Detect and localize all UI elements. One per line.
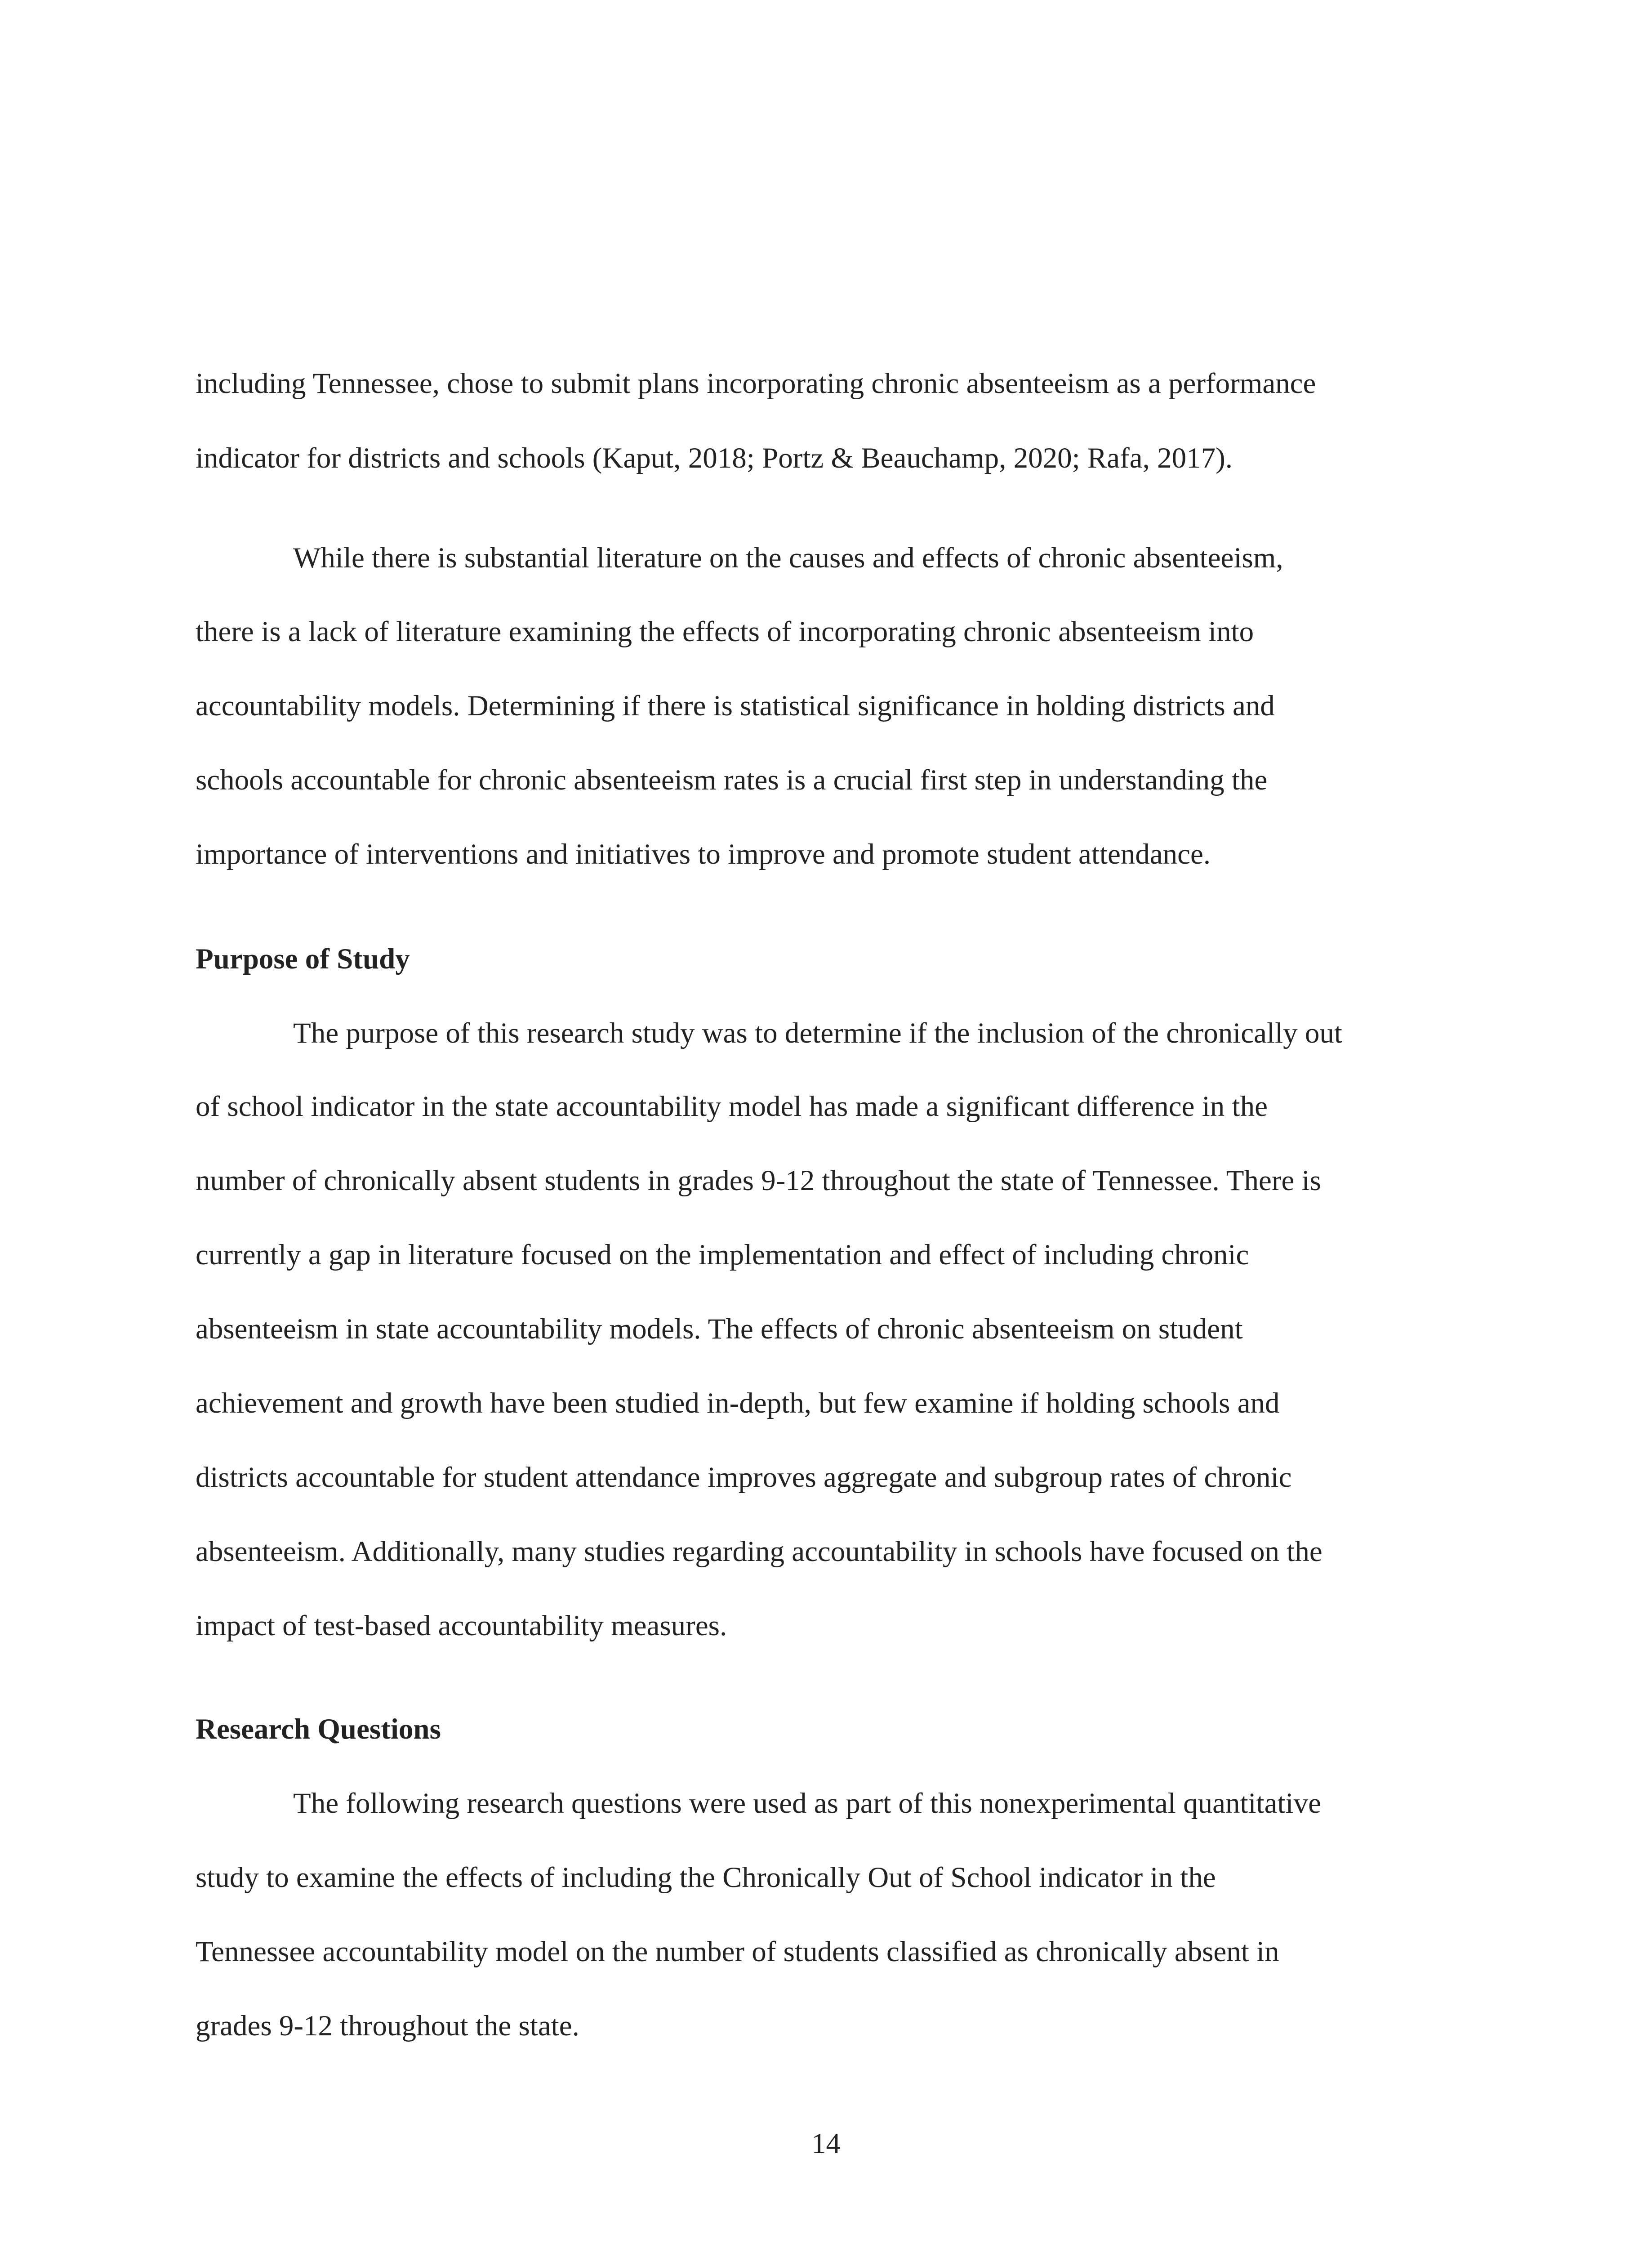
paragraph-line: The purpose of this research study was to determine if the inclusion of the chronically out (293, 1017, 1342, 1049)
paragraph-line: accountability models. Determining if there is statistical significance in holding districts and (196, 690, 1275, 722)
paragraph-line: impact of test-based accountability measures. (196, 1610, 727, 1642)
page-number: 14 (811, 2128, 841, 2160)
paragraph-line: indicator for districts and schools (Kaput, 2018; Portz & Beauchamp, 2020; Rafa, 2017). (196, 442, 1233, 474)
paragraph-line: Tennessee accountability model on the number of students classified as chronically absent in (196, 1936, 1279, 1968)
paragraph-line: importance of interventions and initiatives to improve and promote student attendance. (196, 838, 1211, 870)
paragraph-line: study to examine the effects of including the Chronically Out of School indicator in the (196, 1861, 1216, 1894)
section-heading-purpose: Purpose of Study (196, 943, 410, 975)
paragraph-line: districts accountable for student attendance improves aggregate and subgroup rates of chronic (196, 1461, 1292, 1494)
paragraph-line: absenteeism in state accountability models. The effects of chronic absenteeism on student (196, 1313, 1243, 1345)
paragraph-line: schools accountable for chronic absenteeism rates is a crucial first step in understanding the (196, 764, 1268, 796)
paragraph-line: absenteeism. Additionally, many studies regarding accountability in schools have focused on the (196, 1535, 1322, 1568)
paragraph-line: including Tennessee, chose to submit plans incorporating chronic absenteeism as a performance (196, 367, 1316, 400)
paragraph-line: number of chronically absent students in grades 9-12 throughout the state of Tennessee. There is (196, 1164, 1321, 1197)
paragraph-line: there is a lack of literature examining the effects of incorporating chronic absenteeism into (196, 616, 1254, 648)
paragraph-line: The following research questions were used as part of this nonexperimental quantitative (293, 1787, 1321, 1820)
paragraph-line: While there is substantial literature on the causes and effects of chronic absenteeism, (293, 542, 1283, 574)
paragraph-line: currently a gap in literature focused on the implementation and effect of including chronic (196, 1239, 1249, 1271)
paragraph-line: grades 9-12 throughout the state. (196, 2010, 579, 2042)
section-heading-research-questions: Research Questions (196, 1713, 441, 1745)
paragraph-line: of school indicator in the state accountability model has made a significant difference in the (196, 1090, 1268, 1123)
paragraph-line: achievement and growth have been studied in-depth, but few examine if holding schools and (196, 1387, 1280, 1419)
